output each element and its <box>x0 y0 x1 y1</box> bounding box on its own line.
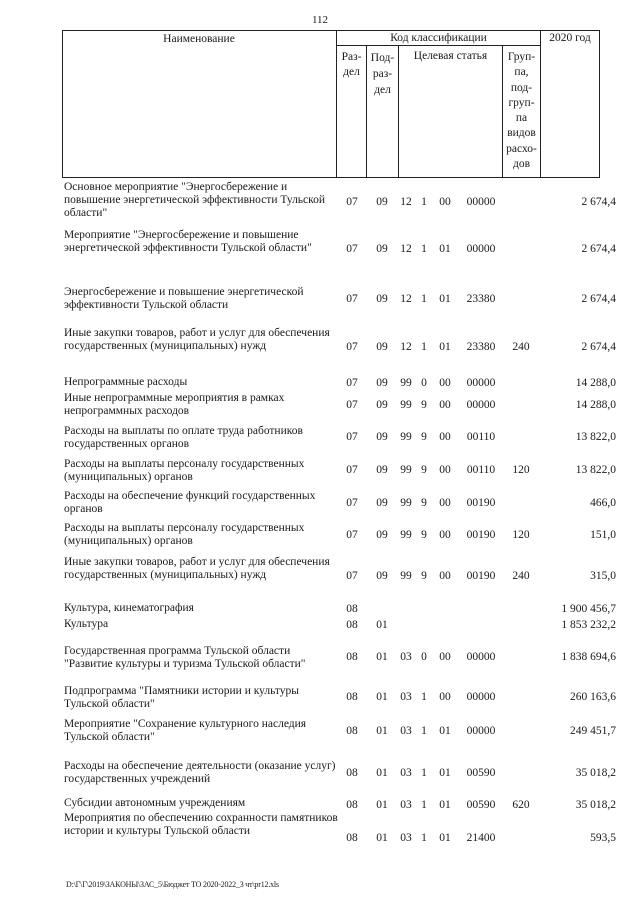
cell-pr: 09 <box>376 293 388 305</box>
cell-rz: 07 <box>346 570 358 582</box>
cell-pr: 09 <box>376 341 388 353</box>
cell-sum: 260 163,6 <box>570 691 616 703</box>
cell-c4: 00000 <box>466 725 496 737</box>
cell-c2: 0 <box>421 651 427 663</box>
cell-c3: 00 <box>439 529 451 541</box>
cell-c2: 9 <box>421 399 427 411</box>
cell-pr: 01 <box>376 767 388 779</box>
cell-c2: 1 <box>421 725 427 737</box>
cell-sum: 1 900 456,7 <box>561 603 616 615</box>
cell-c2: 9 <box>421 431 427 443</box>
cell-c1: 99 <box>400 431 412 443</box>
cell-pr: 09 <box>376 529 388 541</box>
cell-c1: 12 <box>400 196 412 208</box>
cell-c3: 01 <box>439 341 451 353</box>
cell-sum: 35 018,2 <box>575 799 616 811</box>
cell-sum: 151,0 <box>590 529 616 541</box>
cell-c3: 00 <box>439 464 451 476</box>
cell-c1: 99 <box>400 399 412 411</box>
cell-vr: 240 <box>512 341 530 353</box>
cell-c2: 0 <box>421 377 427 389</box>
header-razdel: Раз- дел <box>341 51 362 78</box>
cell-c1: 12 <box>400 243 412 255</box>
row-name: Энергосбережение и повышение энергетической эффективности Тульской области <box>64 286 304 311</box>
cell-c4: 21400 <box>466 832 496 844</box>
cell-sum: 14 288,0 <box>575 399 616 411</box>
cell-c4: 00110 <box>466 431 496 443</box>
cell-sum: 2 674,4 <box>581 341 616 353</box>
row-name: Расходы на выплаты по оплате труда работников государственных органов <box>64 425 303 450</box>
cell-pr: 01 <box>376 799 388 811</box>
cell-c4: 00000 <box>466 196 496 208</box>
cell-vr: 120 <box>512 529 530 541</box>
footer-file-path: D:\Г\Г\2019\ЗАКОНЫ\ЗАС_5\Бюджет ТО 2020-2022_3 чт\pr12.xls <box>66 880 279 889</box>
cell-rz: 07 <box>346 431 358 443</box>
cell-c3: 00 <box>439 497 451 509</box>
cell-sum: 249 451,7 <box>570 725 616 737</box>
cell-pr: 09 <box>376 196 388 208</box>
header-target: Целевая статья <box>413 50 488 62</box>
cell-c3: 01 <box>439 725 451 737</box>
cell-c2: 1 <box>421 196 427 208</box>
cell-c2: 1 <box>421 691 427 703</box>
cell-pr: 09 <box>376 399 388 411</box>
cell-c4: 00000 <box>466 243 496 255</box>
cell-c3: 00 <box>439 651 451 663</box>
cell-sum: 1 838 694,6 <box>561 651 616 663</box>
header-podrazdel: Под- раз- дел <box>370 52 395 96</box>
row-name: Государственная программа Тульской области "Развитие культуры и туризма Тульской области" <box>64 645 306 670</box>
page-number: 112 <box>311 14 329 26</box>
cell-rz: 07 <box>346 529 358 541</box>
cell-c3: 01 <box>439 293 451 305</box>
cell-pr: 09 <box>376 570 388 582</box>
cell-c2: 1 <box>421 243 427 255</box>
cell-pr: 09 <box>376 431 388 443</box>
cell-c4: 00110 <box>466 464 496 476</box>
header-group: Груп- па, под- груп- па видов расхо- дов <box>506 51 537 171</box>
cell-c2: 9 <box>421 570 427 582</box>
cell-sum: 1 853 232,2 <box>561 619 616 631</box>
cell-vr: 620 <box>512 799 530 811</box>
cell-c4: 00000 <box>466 399 496 411</box>
cell-c3: 00 <box>439 196 451 208</box>
cell-rz: 08 <box>346 619 358 631</box>
cell-c4: 23380 <box>466 293 496 305</box>
cell-sum: 2 674,4 <box>581 243 616 255</box>
cell-rz: 08 <box>346 691 358 703</box>
cell-pr: 09 <box>376 464 388 476</box>
cell-c2: 9 <box>421 464 427 476</box>
cell-c1: 03 <box>400 767 412 779</box>
cell-sum: 35 018,2 <box>575 767 616 779</box>
cell-pr: 09 <box>376 243 388 255</box>
cell-pr: 01 <box>376 691 388 703</box>
row-name: Подпрограмма "Памятники истории и культуры Тульской области" <box>64 685 300 710</box>
cell-rz: 08 <box>346 651 358 663</box>
cell-c3: 01 <box>439 832 451 844</box>
cell-c3: 01 <box>439 799 451 811</box>
cell-sum: 466,0 <box>590 497 616 509</box>
cell-pr: 09 <box>376 377 388 389</box>
cell-c1: 99 <box>400 570 412 582</box>
row-name: Основное мероприятие "Энергосбережение и повышение энергетической эффективности Тульской области" <box>64 181 326 219</box>
cell-pr: 01 <box>376 619 388 631</box>
cell-c2: 9 <box>421 497 427 509</box>
cell-sum: 13 822,0 <box>575 431 616 443</box>
cell-c4: 00000 <box>466 691 496 703</box>
cell-c4: 00190 <box>466 529 496 541</box>
cell-rz: 08 <box>346 799 358 811</box>
cell-c1: 03 <box>400 832 412 844</box>
cell-rz: 08 <box>346 725 358 737</box>
cell-c3: 00 <box>439 570 451 582</box>
cell-c1: 99 <box>400 464 412 476</box>
cell-sum: 315,0 <box>590 570 616 582</box>
cell-rz: 07 <box>346 293 358 305</box>
cell-rz: 08 <box>346 832 358 844</box>
cell-c4: 00190 <box>466 497 496 509</box>
cell-c1: 99 <box>400 377 412 389</box>
cell-c3: 01 <box>439 243 451 255</box>
cell-c1: 03 <box>400 691 412 703</box>
cell-sum: 13 822,0 <box>575 464 616 476</box>
cell-c3: 00 <box>439 691 451 703</box>
cell-rz: 07 <box>346 464 358 476</box>
cell-c2: 1 <box>421 832 427 844</box>
cell-c3: 01 <box>439 767 451 779</box>
cell-rz: 07 <box>346 497 358 509</box>
cell-rz: 07 <box>346 341 358 353</box>
row-name: Иные закупки товаров, работ и услуг для обеспечения государственных (муниципальных) нужд <box>64 327 330 352</box>
cell-rz: 07 <box>346 243 358 255</box>
header-classification: Код классификации <box>390 32 487 44</box>
cell-sum: 593,5 <box>590 832 616 844</box>
cell-pr: 01 <box>376 832 388 844</box>
cell-c2: 1 <box>421 767 427 779</box>
row-name: Расходы на обеспечение деятельности (оказание услуг) государственных учреждений <box>64 760 336 785</box>
row-name: Расходы на выплаты персоналу государственных (муниципальных) органов <box>64 458 305 483</box>
cell-rz: 08 <box>346 767 358 779</box>
row-name: Расходы на выплаты персоналу государственных (муниципальных) органов <box>64 522 305 547</box>
cell-pr: 01 <box>376 651 388 663</box>
row-name: Мероприятие "Сохранение культурного наследия Тульской области" <box>64 718 307 743</box>
row-name: Иные непрограммные мероприятия в рамках непрограммных расходов <box>64 392 285 417</box>
cell-sum: 2 674,4 <box>581 196 616 208</box>
cell-c1: 99 <box>400 529 412 541</box>
row-name: Иные закупки товаров, работ и услуг для обеспечения государственных (муниципальных) нужд <box>64 556 330 581</box>
cell-c4: 23380 <box>466 341 496 353</box>
row-name: Мероприятия по обеспечению сохранности памятников истории и культуры Тульской области <box>64 812 338 837</box>
cell-c3: 00 <box>439 377 451 389</box>
cell-c4: 00000 <box>466 377 496 389</box>
cell-c3: 00 <box>439 431 451 443</box>
cell-vr: 240 <box>512 570 530 582</box>
cell-sum: 2 674,4 <box>581 293 616 305</box>
row-name: Субсидии автономным учреждениям <box>64 797 246 809</box>
cell-c1: 12 <box>400 341 412 353</box>
cell-c2: 1 <box>421 293 427 305</box>
cell-c2: 1 <box>421 799 427 811</box>
cell-c2: 1 <box>421 341 427 353</box>
row-name: Культура <box>64 618 109 630</box>
row-name: Культура, кинематография <box>64 602 194 614</box>
cell-c1: 99 <box>400 497 412 509</box>
row-name: Расходы на обеспечение функций государственных органов <box>64 490 316 515</box>
cell-rz: 07 <box>346 399 358 411</box>
cell-pr: 01 <box>376 725 388 737</box>
cell-c1: 03 <box>400 799 412 811</box>
row-name: Мероприятие "Энергосбережение и повышение энергетической эффективности Тульской области" <box>64 229 312 254</box>
cell-c4: 00000 <box>466 651 496 663</box>
cell-sum: 14 288,0 <box>575 377 616 389</box>
cell-c1: 12 <box>400 293 412 305</box>
cell-c4: 00590 <box>466 799 496 811</box>
cell-c3: 00 <box>439 399 451 411</box>
cell-vr: 120 <box>512 464 530 476</box>
cell-rz: 07 <box>346 377 358 389</box>
cell-rz: 07 <box>346 196 358 208</box>
cell-c4: 00190 <box>466 570 496 582</box>
cell-c4: 00590 <box>466 767 496 779</box>
header-year: 2020 год <box>549 32 591 44</box>
cell-c1: 03 <box>400 651 412 663</box>
cell-rz: 08 <box>346 603 358 615</box>
header-name: Наименование <box>163 33 235 45</box>
cell-pr: 09 <box>376 497 388 509</box>
row-name: Непрограммные расходы <box>64 376 188 388</box>
cell-c1: 03 <box>400 725 412 737</box>
cell-c2: 9 <box>421 529 427 541</box>
